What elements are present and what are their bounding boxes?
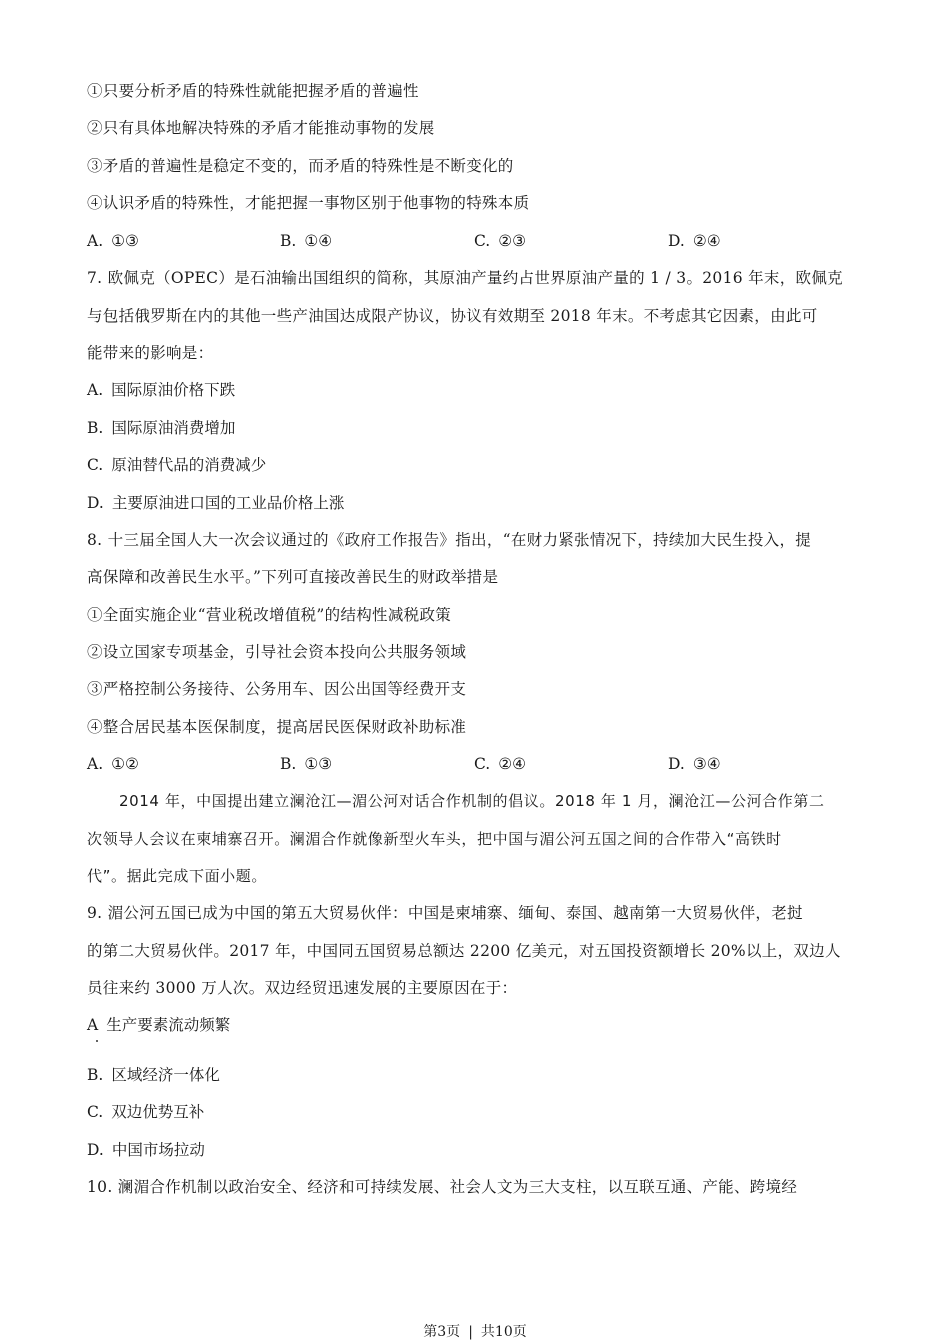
q8-statement-2: ②设立国家专项基金，引导社会资本投向公共服务领域: [87, 643, 467, 661]
q7-option-d: [87, 493, 344, 513]
option-text: 区域经济一体化: [111, 1066, 220, 1084]
q8-option-c: [474, 754, 526, 774]
q6-statement-2: ②只有具体地解决特殊的矛盾才能推动事物的发展: [87, 119, 435, 137]
option-text: 双边优势互补: [111, 1103, 205, 1121]
q8-statement-1: ①全面实施企业“营业税改增值税”的结构性减税政策: [87, 606, 452, 624]
q9-stem-line-1: 9. 湄公河五国已成为中国的第五大贸易伙伴：中国是柬埔寨、缅甸、泰国、越南第一大贸易伙伴，老挝: [87, 904, 803, 922]
passage-line-3: 代”。据此完成下面小题。: [87, 867, 267, 885]
q9-option-b: [87, 1065, 220, 1085]
option-text: 生产要素流动频繁: [106, 1016, 231, 1034]
q9-option-c: [87, 1102, 204, 1122]
option-key: B.: [280, 755, 297, 773]
q8-statement-3: ③严格控制公务接待、公务用车、因公出国等经费开支: [87, 680, 467, 698]
option-key: D.: [668, 755, 685, 773]
option-key: A.: [87, 755, 104, 773]
option-key: C.: [474, 232, 491, 250]
option-text: ①③: [304, 755, 333, 773]
option-key: C.: [87, 456, 104, 474]
q8-option-b: [280, 754, 332, 774]
option-key: B.: [280, 232, 297, 250]
option-text: ①②: [111, 755, 139, 773]
q6-statement-1: ①只要分析矛盾的特殊性就能把握矛盾的普遍性: [87, 82, 419, 100]
q9-option-a: [87, 1015, 230, 1035]
q6-option-c: [474, 231, 526, 251]
q7-option-a: [87, 380, 235, 400]
q8-stem-line-1: 8. 十三届全国人大一次会议通过的《政府工作报告》指出，“在财力紧张情况下，持续加大民生投入，提: [87, 531, 812, 549]
option-text: ③④: [692, 755, 721, 773]
q8-stem-line-2: 高保障和改善民生水平。”下列可直接改善民生的财政举措是: [87, 568, 499, 586]
q6-statement-4: ④认识矛盾的特殊性，才能把握一事物区别于他事物的特殊本质: [87, 194, 530, 212]
q6-statement-3: ③矛盾的普遍性是稳定不变的，而矛盾的特殊性是不断变化的: [87, 157, 514, 175]
q10-stem-line-1: 10. 澜湄合作机制以政治安全、经济和可持续发展、社会人文为三大支柱，以互联互通、产能、跨境经: [87, 1178, 798, 1196]
footer-page-number: 第3页: [423, 1324, 461, 1340]
q9-stem-line-3: 员往来约 3000 万人次。双边经贸迅速发展的主要原因在于：: [87, 979, 518, 997]
q6-option-b: [280, 231, 332, 251]
q7-option-c: [87, 455, 266, 475]
page-footer: [0, 1323, 950, 1341]
stray-dot-mark: [96, 1040, 98, 1042]
q9-option-d: [87, 1140, 205, 1160]
passage-line-2: 次领导人会议在柬埔寨召开。澜湄合作就像新型火车头，把中国与湄公河五国之间的合作带入“高铁时: [87, 830, 782, 848]
option-text: ②④: [692, 232, 721, 250]
option-text: 原油替代品的消费减少: [111, 456, 267, 474]
q7-option-b: [87, 418, 235, 438]
footer-total-pages: 共10页: [480, 1324, 527, 1340]
option-key: A.: [87, 381, 104, 399]
footer-separator: |: [468, 1324, 473, 1340]
passage-line-1: 2014 年，中国提出建立澜沧江—湄公河对话合作机制的倡议。2018 年 1 月，澜沧江—公河合作第二: [119, 792, 825, 810]
q8-option-d: [668, 754, 721, 774]
option-key: B.: [87, 1066, 104, 1084]
option-text: 中国市场拉动: [111, 1141, 205, 1159]
q8-option-a: [87, 754, 139, 774]
q6-option-a: [87, 231, 139, 251]
option-text: ①③: [111, 232, 139, 250]
option-text: ①④: [304, 232, 333, 250]
option-text: 国际原油价格下跌: [111, 381, 236, 399]
option-key: D.: [668, 232, 685, 250]
q6-option-d: [668, 231, 721, 251]
option-text: 国际原油消费增加: [111, 419, 236, 437]
option-text: ②④: [498, 755, 527, 773]
q7-stem-line-1: 7. 欧佩克（OPEC）是石油输出国组织的简称，其原油产量约占世界原油产量的 1 / 3。2016 年末，欧佩克: [87, 269, 843, 287]
option-text: ②③: [498, 232, 527, 250]
option-key: D.: [87, 494, 104, 512]
option-key: D.: [87, 1141, 104, 1159]
q8-statement-4: ④整合居民基本医保制度，提高居民医保财政补助标准: [87, 718, 467, 736]
option-key: C.: [87, 1103, 104, 1121]
q7-stem-line-3: 能带来的影响是：: [87, 344, 214, 362]
option-text: 主要原油进口国的工业品价格上涨: [111, 494, 345, 512]
q9-stem-line-2: 的第二大贸易伙伴。2017 年，中国同五国贸易总额达 2200 亿美元，对五国投资额增长 20%以上，双边人: [87, 942, 841, 960]
q7-stem-line-2: 与包括俄罗斯在内的其他一些产油国达成限产协议，协议有效期至 2018 年末。不考虑其它因素，由此可: [87, 307, 818, 325]
option-key: C.: [474, 755, 491, 773]
option-key: B.: [87, 419, 104, 437]
option-key: A.: [87, 232, 104, 250]
option-key: A: [87, 1016, 99, 1034]
